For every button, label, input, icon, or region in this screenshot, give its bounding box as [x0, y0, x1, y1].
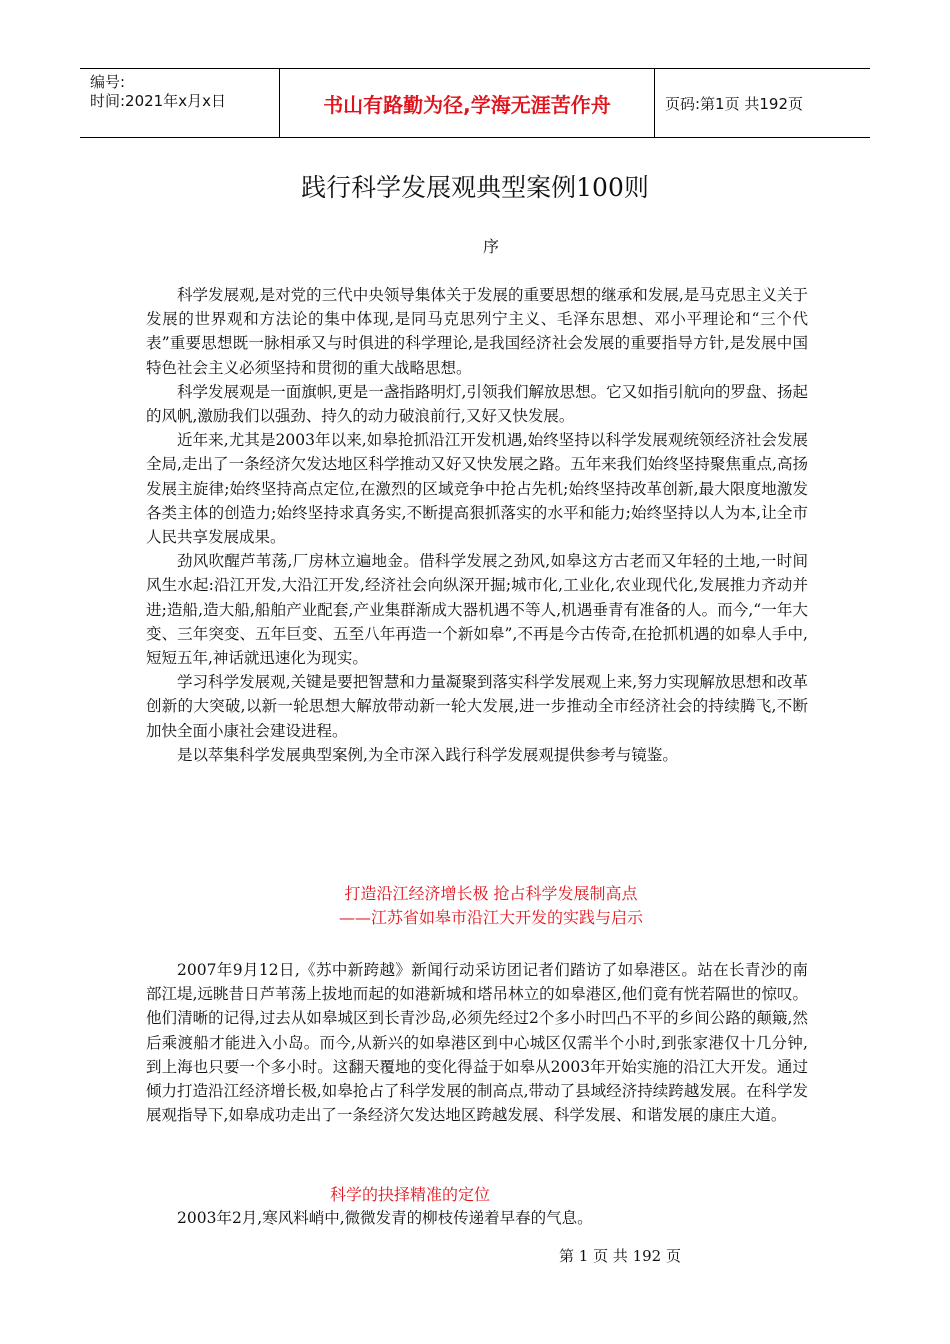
case-body: [146, 958, 808, 1127]
document-number-label: 编号:: [90, 73, 126, 91]
case-paragraph: 2007年9月12日,《苏中新跨越》新闻行动采访团记者们踏访了如皋港区。站在长青沙的南部江堤,远眺昔日芦苇荡上拔地而起的如港新城和塔吊林立的如皋港区,他们竟有恍若隔世的惊叹。他们清晰的记得,过去从如皋城区到长青沙岛,必须先经过2个多小时凹凸不平的乡间公路的颠簸,然后乘渡船才能进入小岛。而今,从新兴的如皋港区到中心城区仅需半个小时,到张家港仅十几分钟,到上海也只要一个多小时。这翻天覆地的变化得益于如皋从2003年开始实施的沿江大开发。通过倾力打造沿江经济增长极,如皋抢占了科学发展的制高点,带动了县域经济持续跨越发展。在科学发展观指导下,如皋成功走出了一条经济欠发达地区跨越发展、科学发展、和谐发展的康庄大道。: [146, 961, 808, 1125]
preface-paragraph: 学习科学发展观,关键是要把智慧和力量凝聚到落实科学发展观上来,努力实现解放思想和改革创新的大突破,以新一轮思想大解放带动新一轮大发展,进一步推动全市经济社会的持续腾飞,不断加快全面小康社会建设进程。: [146, 673, 808, 740]
preface-paragraph: 劲风吹醒芦苇荡,厂房林立遍地金。借科学发展之劲风,如皋这方古老而又年轻的土地,一时间风生水起:沿江开发,大沿江开发,经济社会向纵深开掘;城市化,工业化,农业现代化,发展推力齐动并进;造船,造大船,船舶产业配套,产业集群渐成大器机遇不等人,机遇垂青有准备的人。而今,“一年大变、三年突变、五年巨变、五至八年再造一个新如皋”,不再是今古传奇,在抢抓机遇的如皋人手中,短短五年,神话就迅速化为现实。: [146, 552, 808, 668]
preface-paragraph: 科学发展观,是对党的三代中央领导集体关于发展的重要思想的继承和发展,是马克思主义关于发展的世界观和方法论的集中体现,是同马克思列宁主义、毛泽东思想、邓小平理论和“三个代表”重要思想既一脉相承又与时俱进的科学理论,是我国经济社会发展的重要指导方针,是发展中国特色社会主义必须坚持和贯彻的重大战略思想。: [146, 286, 808, 377]
preface-body: [146, 283, 808, 767]
case-title: [0, 882, 950, 930]
preface-paragraph: 近年来,尤其是2003年以来,如皋抢抓沿江开发机遇,始终坚持以科学发展观统领经济社会发展全局,走出了一条经济欠发达地区科学推动又好又快发展之路。五年来我们始终坚持聚焦重点,高扬发展主旋律;始终坚持高点定位,在激烈的区域竞争中抢占先机;始终坚持改革创新,最大限度地激发各类主体的创造力;始终坚持求真务实,不断提高狠抓落实的水平和能力;始终坚持以人为本,让全市人民共享发展成果。: [146, 431, 808, 547]
page-footer: 第 1 页 共 192 页: [558, 1247, 681, 1265]
header-page-info: 页码:第1页 共192页: [665, 94, 803, 113]
document-time-label: 时间:2021年x月x日: [90, 92, 226, 110]
case-title-line1: 打造沿江经济增长极 抢占科学发展制高点: [344, 884, 638, 903]
preface-title: 序: [482, 237, 499, 256]
document-title: 践行科学发展观典型案例100则: [301, 173, 649, 202]
header-meta-cell: [80, 69, 280, 137]
section-body: [146, 1206, 808, 1230]
section-paragraph: 2003年2月,寒风料峭中,微微发青的柳枝传递着早春的气息。: [177, 1209, 593, 1227]
section-heading: 科学的抉择精准的定位: [330, 1185, 491, 1204]
case-title-line2: ——江苏省如皋市沿江大开发的实践与启示: [338, 908, 643, 927]
preface-paragraph: 是以萃集科学发展典型案例,为全市深入践行科学发展观提供参考与镜鉴。: [177, 745, 678, 764]
header-motto: 书山有路勤为径,学海无涯苦作舟: [280, 69, 655, 137]
header-table: [80, 68, 870, 138]
preface-paragraph: 科学发展观是一面旗帜,更是一盏指路明灯,引领我们解放思想。它又如指引航向的罗盘、扬起的风帆,激励我们以强劲、持久的动力破浪前行,又好又快发展。: [146, 382, 808, 426]
